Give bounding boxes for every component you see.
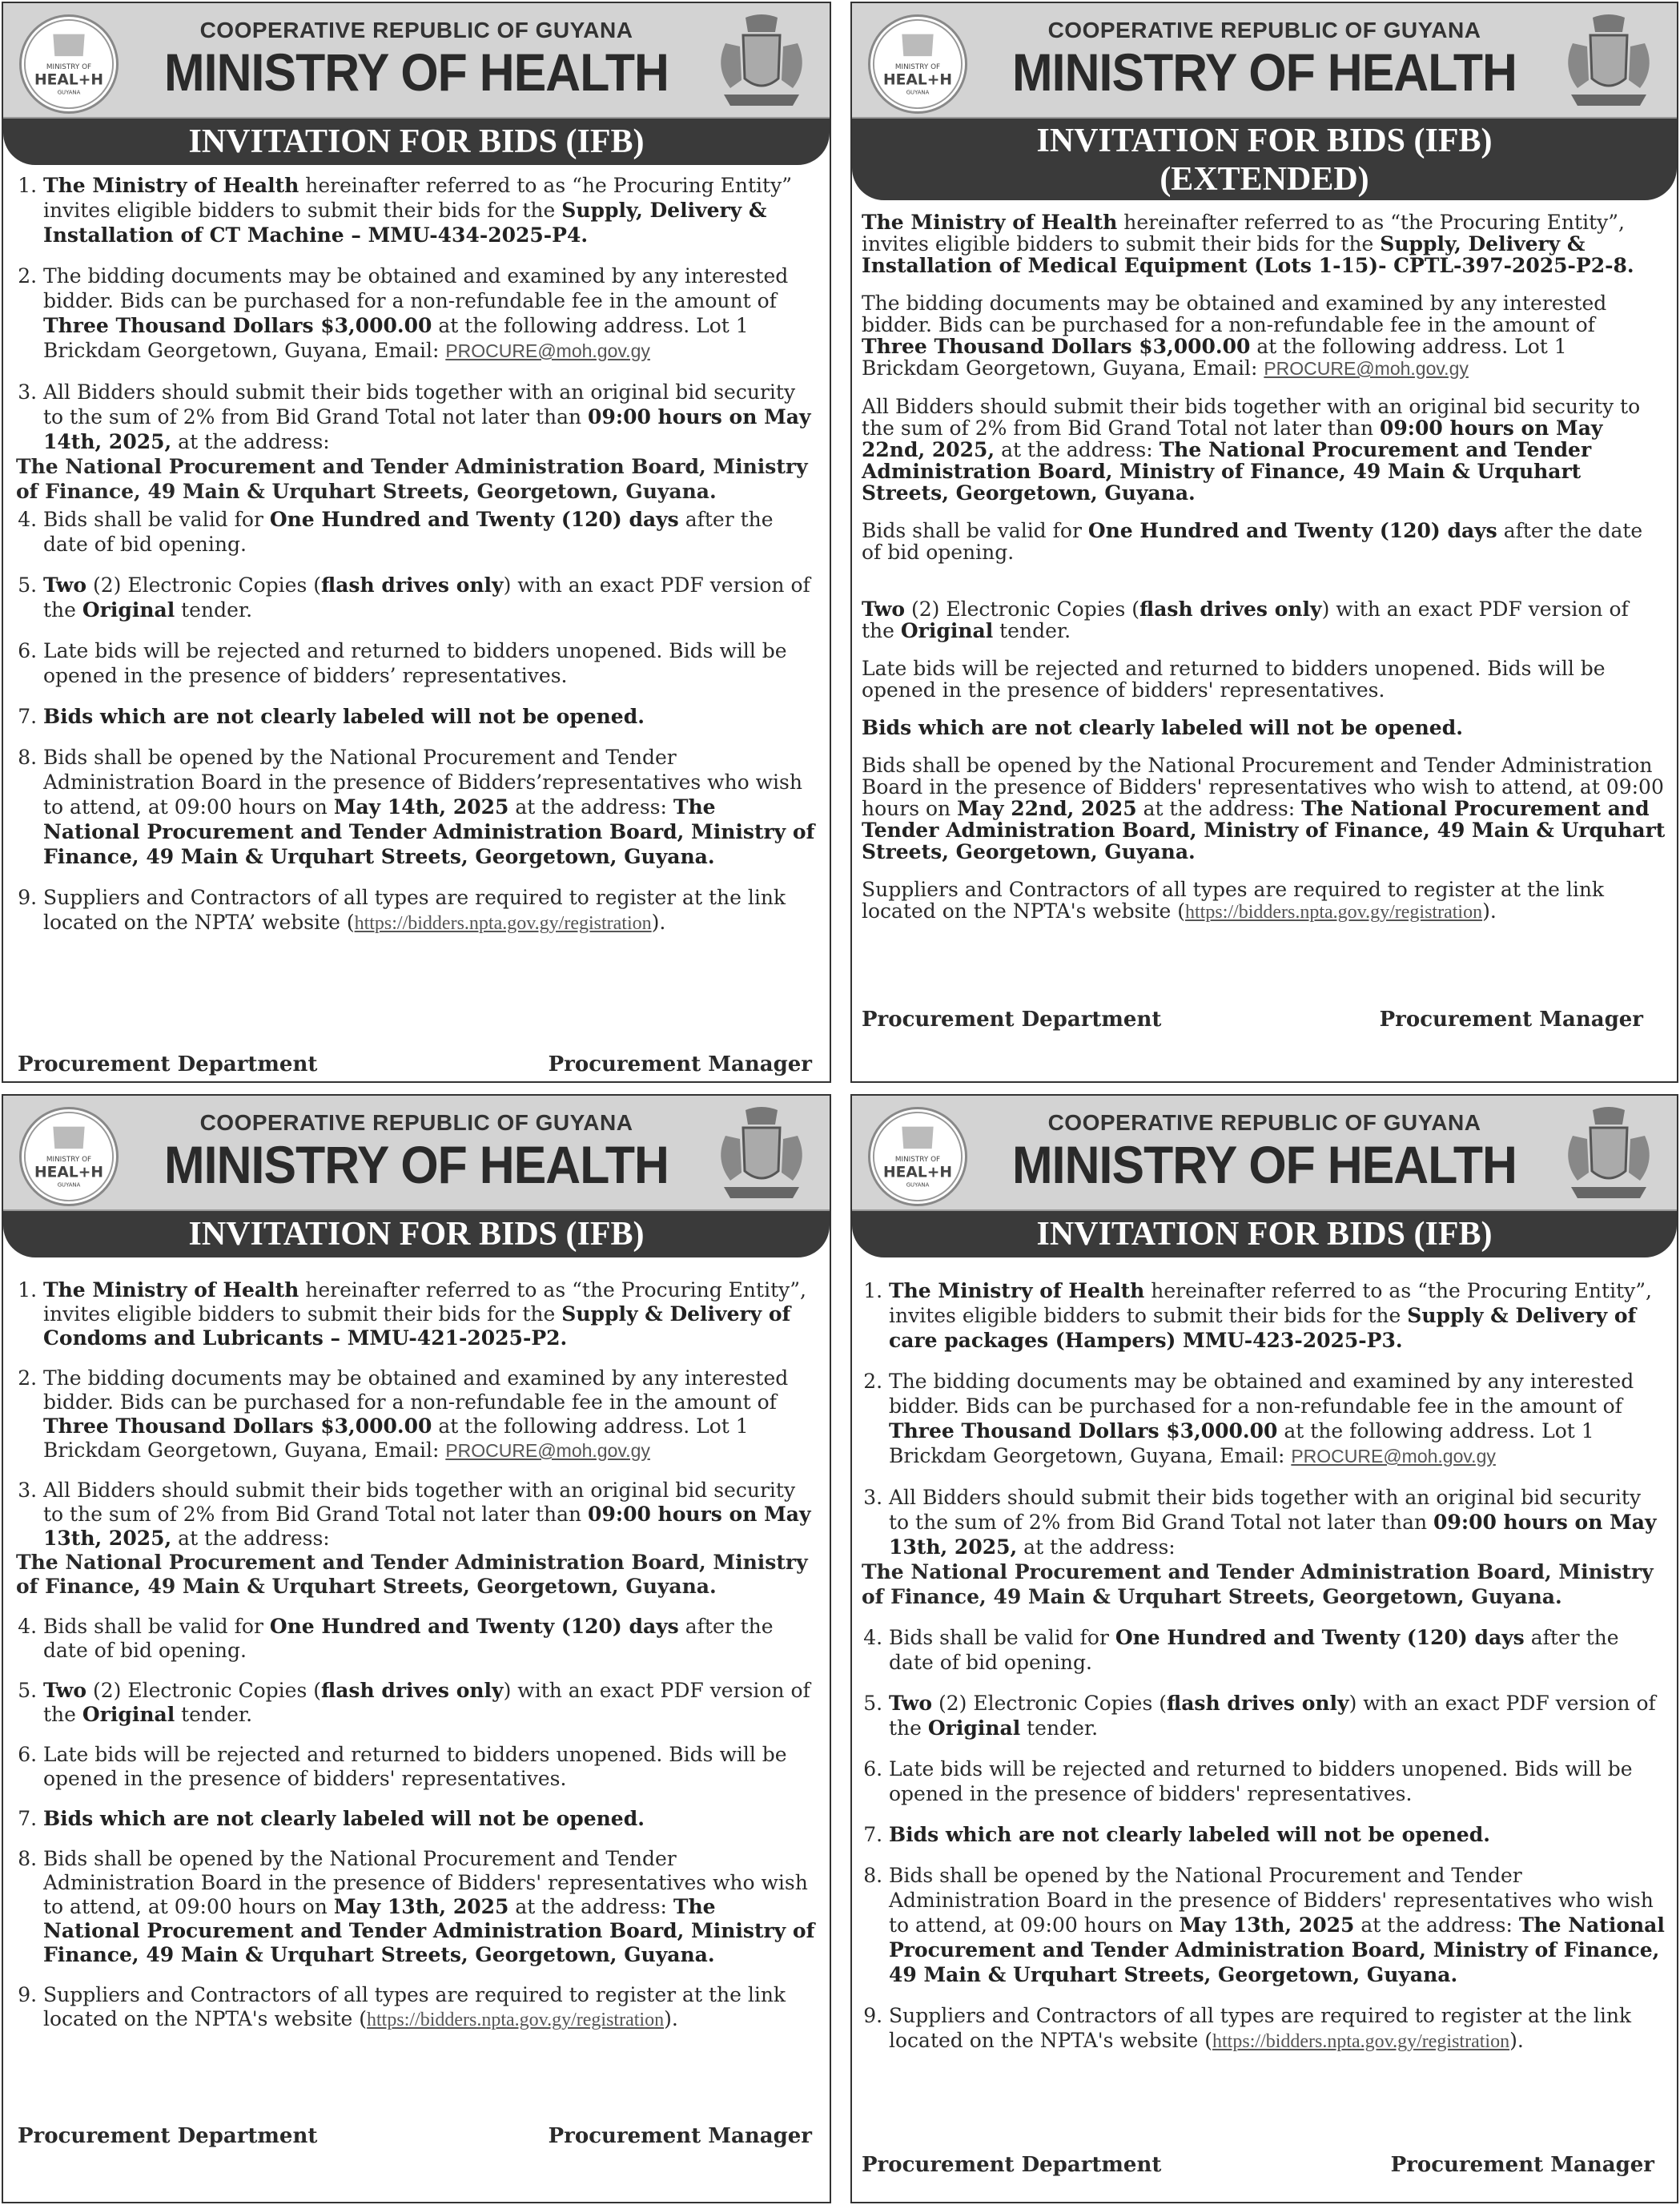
list-item: 9. Suppliers and Contractors of all types are required to register at the link located on the NPTA's website (https://bidders.npta.gov.gy/registration). bbox=[43, 1983, 818, 2032]
paragraph: Bids which are not clearly labeled will not be opened. bbox=[862, 716, 1463, 739]
email-link[interactable]: PROCURE@moh.gov.gy bbox=[445, 1440, 650, 1461]
signature-line bbox=[862, 2153, 1654, 2177]
signature-left: Procurement Department bbox=[18, 2124, 318, 2148]
ministry-of-health-logo-icon bbox=[868, 14, 967, 114]
signature-line bbox=[18, 2124, 812, 2148]
list-item: 1. The Ministry of Health hereinafter referred to as “the Procuring Entity”, invites eligible bidders to submit their bids for the Supply & Delivery of care packages (Hampers) MMU-423-2025-P3. bbox=[889, 1278, 1666, 1353]
ifb-body bbox=[862, 1278, 1666, 2070]
list-item: 3. All Bidders should submit their bids together with an original bid security to the sum of 2% from Bid Grand Total not later than 09:00 hours on May 14th, 2025, at the address: The National Procurement and Tender Administration Board, Ministry of Finance, 49 Main & Urquhart Streets, Georgetown, Guyana. bbox=[43, 380, 818, 504]
signature-line bbox=[862, 1008, 1643, 1032]
ifb-banner bbox=[852, 1211, 1677, 1257]
list-item: 8. Bids shall be opened by the National Procurement and Tender Administration Board in the presence of Bidders' representatives who wish to attend, at 09:00 hours on May 13th, 2025 at the address: The National Procurement and Tender Administration Board, Ministry of Finance, 49 Main & Urquhart Streets, Georgetown, Guyana. bbox=[889, 1863, 1666, 1987]
guyana-coat-of-arms-icon bbox=[1557, 11, 1661, 111]
list-item: 4. Bids shall be valid for One Hundred and Twenty (120) days after the date of bid opening. bbox=[43, 507, 818, 557]
list-item: 3. All Bidders should submit their bids together with an original bid security to the sum of 2% from Bid Grand Total not later than 09:00 hours on May 13th, 2025, at the address: The National Procurement and Tender Administration Board, Ministry of Finance, 49 Main & Urquhart Streets, Georgetown, Guyana. bbox=[43, 1479, 818, 1599]
list-item: 7. Bids which are not clearly labeled will not be opened. bbox=[43, 1807, 818, 1831]
ifb-title: INVITATION FOR BIDS (IFB) bbox=[188, 1216, 645, 1253]
svg-text:MINISTRY OF: MINISTRY OF bbox=[894, 1155, 941, 1164]
ad-panel-condoms-lubricants bbox=[2, 1094, 831, 2203]
signature-line bbox=[18, 1052, 812, 1076]
registration-link[interactable]: https://bidders.npta.gov.gy/registration bbox=[354, 913, 652, 934]
ad-panel-ct-machine bbox=[2, 2, 831, 1083]
list-item: 1. The Ministry of Health hereinafter referred to as “he Procuring Entity” invites eligible bidders to submit their bids for the Supply, Delivery & Installation of CT Machine – MMU-434-2025-P4. bbox=[43, 173, 818, 247]
signature-left: Procurement Department bbox=[862, 2153, 1162, 2177]
country-name: COOPERATIVE REPUBLIC OF GUYANA bbox=[1047, 1110, 1481, 1135]
ifb-body bbox=[16, 1278, 818, 2048]
ministry-header bbox=[852, 3, 1677, 119]
ministry-name: MINISTRY OF HEALTH bbox=[1012, 1135, 1517, 1194]
svg-text:MINISTRY OF: MINISTRY OF bbox=[46, 1155, 92, 1164]
list-item: 9. Suppliers and Contractors of all types are required to register at the link located on the NPTA's website (https://bidders.npta.gov.gy/registration). bbox=[889, 2003, 1666, 2054]
email-link[interactable]: PROCURE@moh.gov.gy bbox=[1264, 358, 1469, 379]
ministry-name: MINISTRY OF HEALTH bbox=[164, 42, 669, 102]
paragraph: All Bidders should submit their bids together with an original bid security to the sum of 2% from Bid Grand Total not later than 09:00 hours on May 22nd, 2025, at the address: The National Procurement and Tender Administration Board, Ministry of Finance, 49 Main & Urquhart Streets, Georgetown, Guyana. bbox=[862, 395, 1641, 505]
svg-text:GUYANA: GUYANA bbox=[906, 89, 930, 96]
list-item: 9. Suppliers and Contractors of all types are required to register at the link located on the NPTA’ website (https://bidders.npta.gov.gy/registration). bbox=[43, 885, 818, 936]
ifb-body bbox=[16, 173, 818, 952]
list-item: 5. Two (2) Electronic Copies (flash drives only) with an exact PDF version of the Original tender. bbox=[43, 1679, 818, 1727]
ministry-header bbox=[3, 1096, 830, 1211]
country-name: COOPERATIVE REPUBLIC OF GUYANA bbox=[199, 1110, 633, 1135]
guyana-coat-of-arms-icon bbox=[709, 1104, 814, 1203]
list-item: 8. Bids shall be opened by the National Procurement and Tender Administration Board in the presence of Bidders’representatives who wish to attend, at 09:00 hours on May 14th, 2025 at the address: The National Procurement and Tender Administration Board, Ministry of Finance, 49 Main & Urquhart Streets, Georgetown, Guyana. bbox=[43, 745, 818, 869]
ad-panel-medical-equipment bbox=[850, 2, 1678, 1083]
svg-text:GUYANA: GUYANA bbox=[57, 1181, 81, 1189]
svg-text:MINISTRY OF: MINISTRY OF bbox=[46, 62, 92, 71]
ministry-of-health-logo-icon bbox=[19, 1107, 119, 1206]
paragraph: Two (2) Electronic Copies (flash drives only) with an exact PDF version of the Original tender. bbox=[862, 598, 1629, 642]
list-item: 1. The Ministry of Health hereinafter referred to as “the Procuring Entity”, invites eligible bidders to submit their bids for the Supply & Delivery of Condoms and Lubricants – MMU-421-2025-P2. bbox=[43, 1278, 818, 1350]
list-item: 2. The bidding documents may be obtained and examined by any interested bidder. Bids can be purchased for a non-refundable fee in the amount of Three Thousand Dollars $3,000.00 at the following address. Lot 1 Brickdam Georgetown, Guyana, Email: PROCURE@moh.gov.gy bbox=[43, 1366, 818, 1463]
ministry-of-health-logo-icon bbox=[868, 1107, 967, 1206]
ministry-name: MINISTRY OF HEALTH bbox=[1012, 42, 1517, 102]
ministry-header bbox=[3, 3, 830, 119]
registration-link[interactable]: https://bidders.npta.gov.gy/registration bbox=[1212, 2031, 1510, 2052]
svg-text:GUYANA: GUYANA bbox=[57, 89, 81, 96]
list-item: 6. Late bids will be rejected and returned to bidders unopened. Bids will be opened in the presence of bidders’ representatives. bbox=[43, 638, 818, 688]
list-item: 8. Bids shall be opened by the National Procurement and Tender Administration Board in the presence of Bidders' representatives who wish to attend, at 09:00 hours on May 13th, 2025 at the address: The National Procurement and Tender Administration Board, Ministry of Finance, 49 Main & Urquhart Streets, Georgetown, Guyana. bbox=[43, 1847, 818, 1967]
list-item: 4. Bids shall be valid for One Hundred and Twenty (120) days after the date of bid opening. bbox=[889, 1625, 1666, 1675]
list-item: 7. Bids which are not clearly labeled will not be opened. bbox=[889, 1822, 1666, 1847]
email-link[interactable]: PROCURE@moh.gov.gy bbox=[1291, 1446, 1496, 1467]
signature-right: Procurement Manager bbox=[1379, 1008, 1643, 1032]
ifb-banner bbox=[3, 119, 830, 165]
list-item: 5. Two (2) Electronic Copies (flash drives only) with an exact PDF version of the Original tender. bbox=[889, 1691, 1666, 1740]
paragraph: Late bids will be rejected and returned to bidders unopened. Bids will be opened in the presence of bidders' representatives. bbox=[862, 657, 1606, 702]
list-item: 2. The bidding documents may be obtained and examined by any interested bidder. Bids can be purchased for a non-refundable fee in the amount of Three Thousand Dollars $3,000.00 at the following address. Lot 1 Brickdam Georgetown, Guyana, Email: PROCURE@moh.gov.gy bbox=[889, 1369, 1666, 1469]
signature-right: Procurement Manager bbox=[1390, 2153, 1654, 2177]
guyana-coat-of-arms-icon bbox=[709, 11, 814, 111]
email-link[interactable]: PROCURE@moh.gov.gy bbox=[445, 340, 650, 361]
registration-link[interactable]: https://bidders.npta.gov.gy/registration bbox=[1185, 902, 1483, 923]
signature-left: Procurement Department bbox=[18, 1052, 318, 1076]
country-name: COOPERATIVE REPUBLIC OF GUYANA bbox=[1047, 18, 1481, 42]
list-item: 6. Late bids will be rejected and returned to bidders unopened. Bids will be opened in the presence of bidders' representatives. bbox=[889, 1756, 1666, 1806]
svg-text:HEAL+H: HEAL+H bbox=[882, 71, 953, 89]
svg-text:MINISTRY OF: MINISTRY OF bbox=[894, 62, 941, 71]
ifb-banner bbox=[852, 119, 1677, 200]
list-item: 7. Bids which are not clearly labeled will not be opened. bbox=[43, 704, 818, 729]
signature-left: Procurement Department bbox=[862, 1008, 1162, 1032]
paragraph: The bidding documents may be obtained and examined by any interested bidder. Bids can be purchased for a non-refundable fee in the amount of Three Thousand Dollars $3,000.00 at the following address. Lot 1 Brickdam Georgetown, Guyana, Email: PROCURE@moh.gov.gy bbox=[862, 292, 1607, 380]
list-item: 2. The bidding documents may be obtained and examined by any interested bidder. Bids can be purchased for a non-refundable fee in the amount of Three Thousand Dollars $3,000.00 at the following address. Lot 1 Brickdam Georgetown, Guyana, Email: PROCURE@moh.gov.gy bbox=[43, 264, 818, 364]
ministry-name: MINISTRY OF HEALTH bbox=[164, 1135, 669, 1194]
list-item: 3. All Bidders should submit their bids together with an original bid security to the sum of 2% from Bid Grand Total not later than 09:00 hours on May 13th, 2025, at the address: The National Procurement and Tender Administration Board, Ministry of Finance, 49 Main & Urquhart Streets, Georgetown, Guyana. bbox=[889, 1485, 1666, 1609]
ifb-title: INVITATION FOR BIDS (IFB) bbox=[1036, 123, 1493, 159]
ifb-subtitle: (EXTENDED) bbox=[1160, 161, 1369, 198]
ifb-title: INVITATION FOR BIDS (IFB) bbox=[188, 123, 645, 160]
ad-panel-care-packages bbox=[850, 1094, 1678, 2203]
signature-right: Procurement Manager bbox=[548, 1052, 812, 1076]
paragraph: Bids shall be opened by the National Procurement and Tender Administration Board in the presence of Bidders' representatives who wish to attend, at 09:00 hours on May 22nd, 2025 at the address: The National Procurement and Tender Administration Board, Ministry of Finance, 49 Main & Urquhart Streets, Georgetown, Guyana. bbox=[862, 754, 1666, 863]
svg-text:GUYANA: GUYANA bbox=[906, 1181, 930, 1189]
ministry-header bbox=[852, 1096, 1677, 1211]
paragraph: The Ministry of Health hereinafter referred to as “the Procuring Entity”, invites eligible bidders to submit their bids for the Supply, Delivery & Installation of Medical Equipment (Lots 1-15)- CPTL-397-2025-P2-8. bbox=[862, 211, 1634, 277]
svg-text:HEAL+H: HEAL+H bbox=[34, 71, 104, 89]
paragraph: Bids shall be valid for One Hundred and Twenty (120) days after the date of bid opening. bbox=[862, 519, 1643, 564]
registration-link[interactable]: https://bidders.npta.gov.gy/registration bbox=[367, 2010, 665, 2030]
ministry-of-health-logo-icon bbox=[19, 14, 119, 114]
svg-text:HEAL+H: HEAL+H bbox=[882, 1164, 953, 1181]
ifb-title: INVITATION FOR BIDS (IFB) bbox=[1036, 1216, 1493, 1253]
list-item: 6. Late bids will be rejected and returned to bidders unopened. Bids will be opened in the presence of bidders' representatives. bbox=[43, 1743, 818, 1791]
ifb-body bbox=[862, 211, 1666, 940]
ifb-banner bbox=[3, 1211, 830, 1257]
signature-right: Procurement Manager bbox=[548, 2124, 812, 2148]
svg-text:HEAL+H: HEAL+H bbox=[34, 1164, 104, 1181]
list-item: 4. Bids shall be valid for One Hundred and Twenty (120) days after the date of bid opening. bbox=[43, 1615, 818, 1663]
paragraph: Suppliers and Contractors of all types are required to register at the link located on the NPTA's website (https://bidders.npta.gov.gy/registration). bbox=[862, 878, 1605, 923]
list-item: 5. Two (2) Electronic Copies (flash drives only) with an exact PDF version of the Original tender. bbox=[43, 573, 818, 622]
country-name: COOPERATIVE REPUBLIC OF GUYANA bbox=[199, 18, 633, 42]
guyana-coat-of-arms-icon bbox=[1557, 1104, 1661, 1203]
